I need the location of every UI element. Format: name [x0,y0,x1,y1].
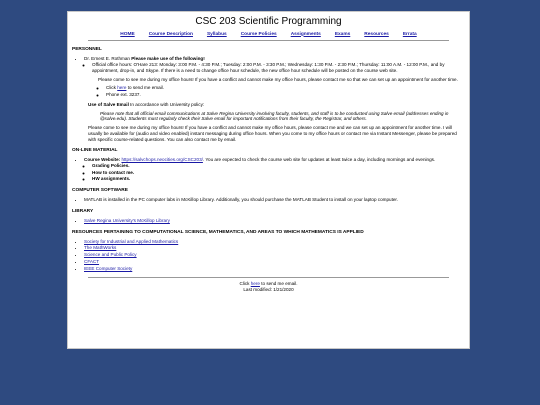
page-title: CSC 203 Scientific Programming [195,16,342,27]
nav-errata[interactable]: Errata [402,31,417,37]
nav-exams[interactable]: Exams [334,31,351,37]
library-link[interactable]: Salve Regina University's McKillop Library [84,217,170,223]
resource-link[interactable]: Society for Industrial and Applied Mathematics [84,238,179,244]
resource-link[interactable]: Science and Public Policy [84,252,137,258]
nav-home[interactable]: HOME [120,31,135,37]
list-item: ◦ How to contact me. [92,170,469,176]
email-link[interactable]: here [117,85,127,91]
salve-email-block: Use of Salve Email In accordance with University policy: [88,101,205,107]
nav-course-description[interactable]: Course Description [148,31,193,37]
footer-email: Click here to send me email. [239,281,298,287]
please-come-text: Please come to see me during my office hours! If you have a conflict and cannot make my office hours, please contact me so that we can set up an appointment for another time. [98,76,458,82]
software-list [68,197,469,203]
salve-email-label: Use of Salve Email [88,101,129,107]
list-item [84,252,469,258]
resource-link[interactable]: IEEE Computer Society [84,265,133,271]
software-text: • MATLAB is installed in the PC computer labs in McKillop Library. Additionally, you should purchase the MATLAB Student to install on your laptop computer. [84,197,469,203]
list-item [84,266,469,272]
footer-email-link[interactable]: here [250,281,260,287]
resource-link[interactable]: The MathWorks [84,245,117,251]
nav-syllabus[interactable]: Syllabus [206,31,227,37]
library-heading: LIBRARY [72,208,94,214]
important-note: Please make use of the following! [131,56,205,62]
resources-list [68,239,469,272]
list-item: • Course Website: https://salvchops.neocities.org/CSC203/. You are expected to check the course web site for updates at least twice a day, including mornings and evenings. ◦ Grading Policies. ◦ How to contact me. ◦ HW assignments. [84,157,469,182]
online-list [68,157,469,182]
list-item [84,218,469,224]
list-item: ◦ Grading Policies. [92,163,469,169]
conflict-text: Please come to see me during my office hours! If you have a conflict and cannot make my office hours, please contact me and we can set up an appointment for another time. I will usually be available for (audio and video enabled) instant messaging during office hours. When you come to my office hours or contact me via Instant Messenger, please be prepared with specific course-related questions. You can also contact me by email. [88,125,457,142]
personnel-heading: PERSONNEL [72,47,102,53]
library-list [68,218,469,224]
list-item [84,239,469,245]
list-item [84,245,469,251]
footer [68,281,469,292]
instructor-name: Dr. Ernest E. Rothman [84,56,132,62]
list-item: ◦ HW assignments. [92,176,469,182]
personnel-list [68,56,469,73]
nav-course-policies[interactable]: Course Policies [240,31,277,37]
resources-heading: RESOURCES PERTAINING TO COMPUTATIONAL SCIENCE, MATHEMATICS, AND AREAS TO WHICH MATHEMATICS IS APPLIED [72,229,364,235]
resource-link[interactable]: CFACT [84,258,100,264]
course-website-link[interactable]: https://salvchops.neocities.org/CSC203/ [121,157,203,163]
divider [88,277,449,278]
contact-list [68,85,469,97]
nav-assignments[interactable]: Assignments [290,31,321,37]
online-heading: ON-LINE MATERIAL [72,148,118,154]
page-container [67,11,470,349]
list-item [84,56,469,73]
list-item: ◦ Click here to send me email. [106,85,469,91]
divider [88,40,449,41]
nav-resources[interactable]: Resources [364,31,389,37]
salve-email-note: Please note that all official email communications at Salve Regina University involving faculty, students, and staff is to be conducted using Salve email (addresses ending in @salve.edu). Students must regularly check their Salve email for important notifications from their faculty, the Registrar, and others. [100,110,449,122]
nav-bar [68,32,469,38]
list-item [84,259,469,265]
phone-text: ◦ Phone ext. 3237. [106,92,469,98]
course-website-label: Course Website: [84,157,121,163]
last-modified: Last modified: 1/21/2020 [243,287,294,293]
office-hours: ◦ Official office hours: O'Hare 213: Monday: 3:00 P.M. - 4:30 P.M.; Tuesday: 2:00 P.M. - 3:30 P.M.; Wednesday: 1:30 P.M. - 2:30 P.M.; Thursday: 11:00 A.M. - 12:00 P.M., and by appointment, drop-in, and Skype. If there is a need to change office hour schedule, the new office hour schedule will be posted on the course web site. [92,62,469,73]
software-heading: COMPUTER SOFTWARE [72,188,128,194]
